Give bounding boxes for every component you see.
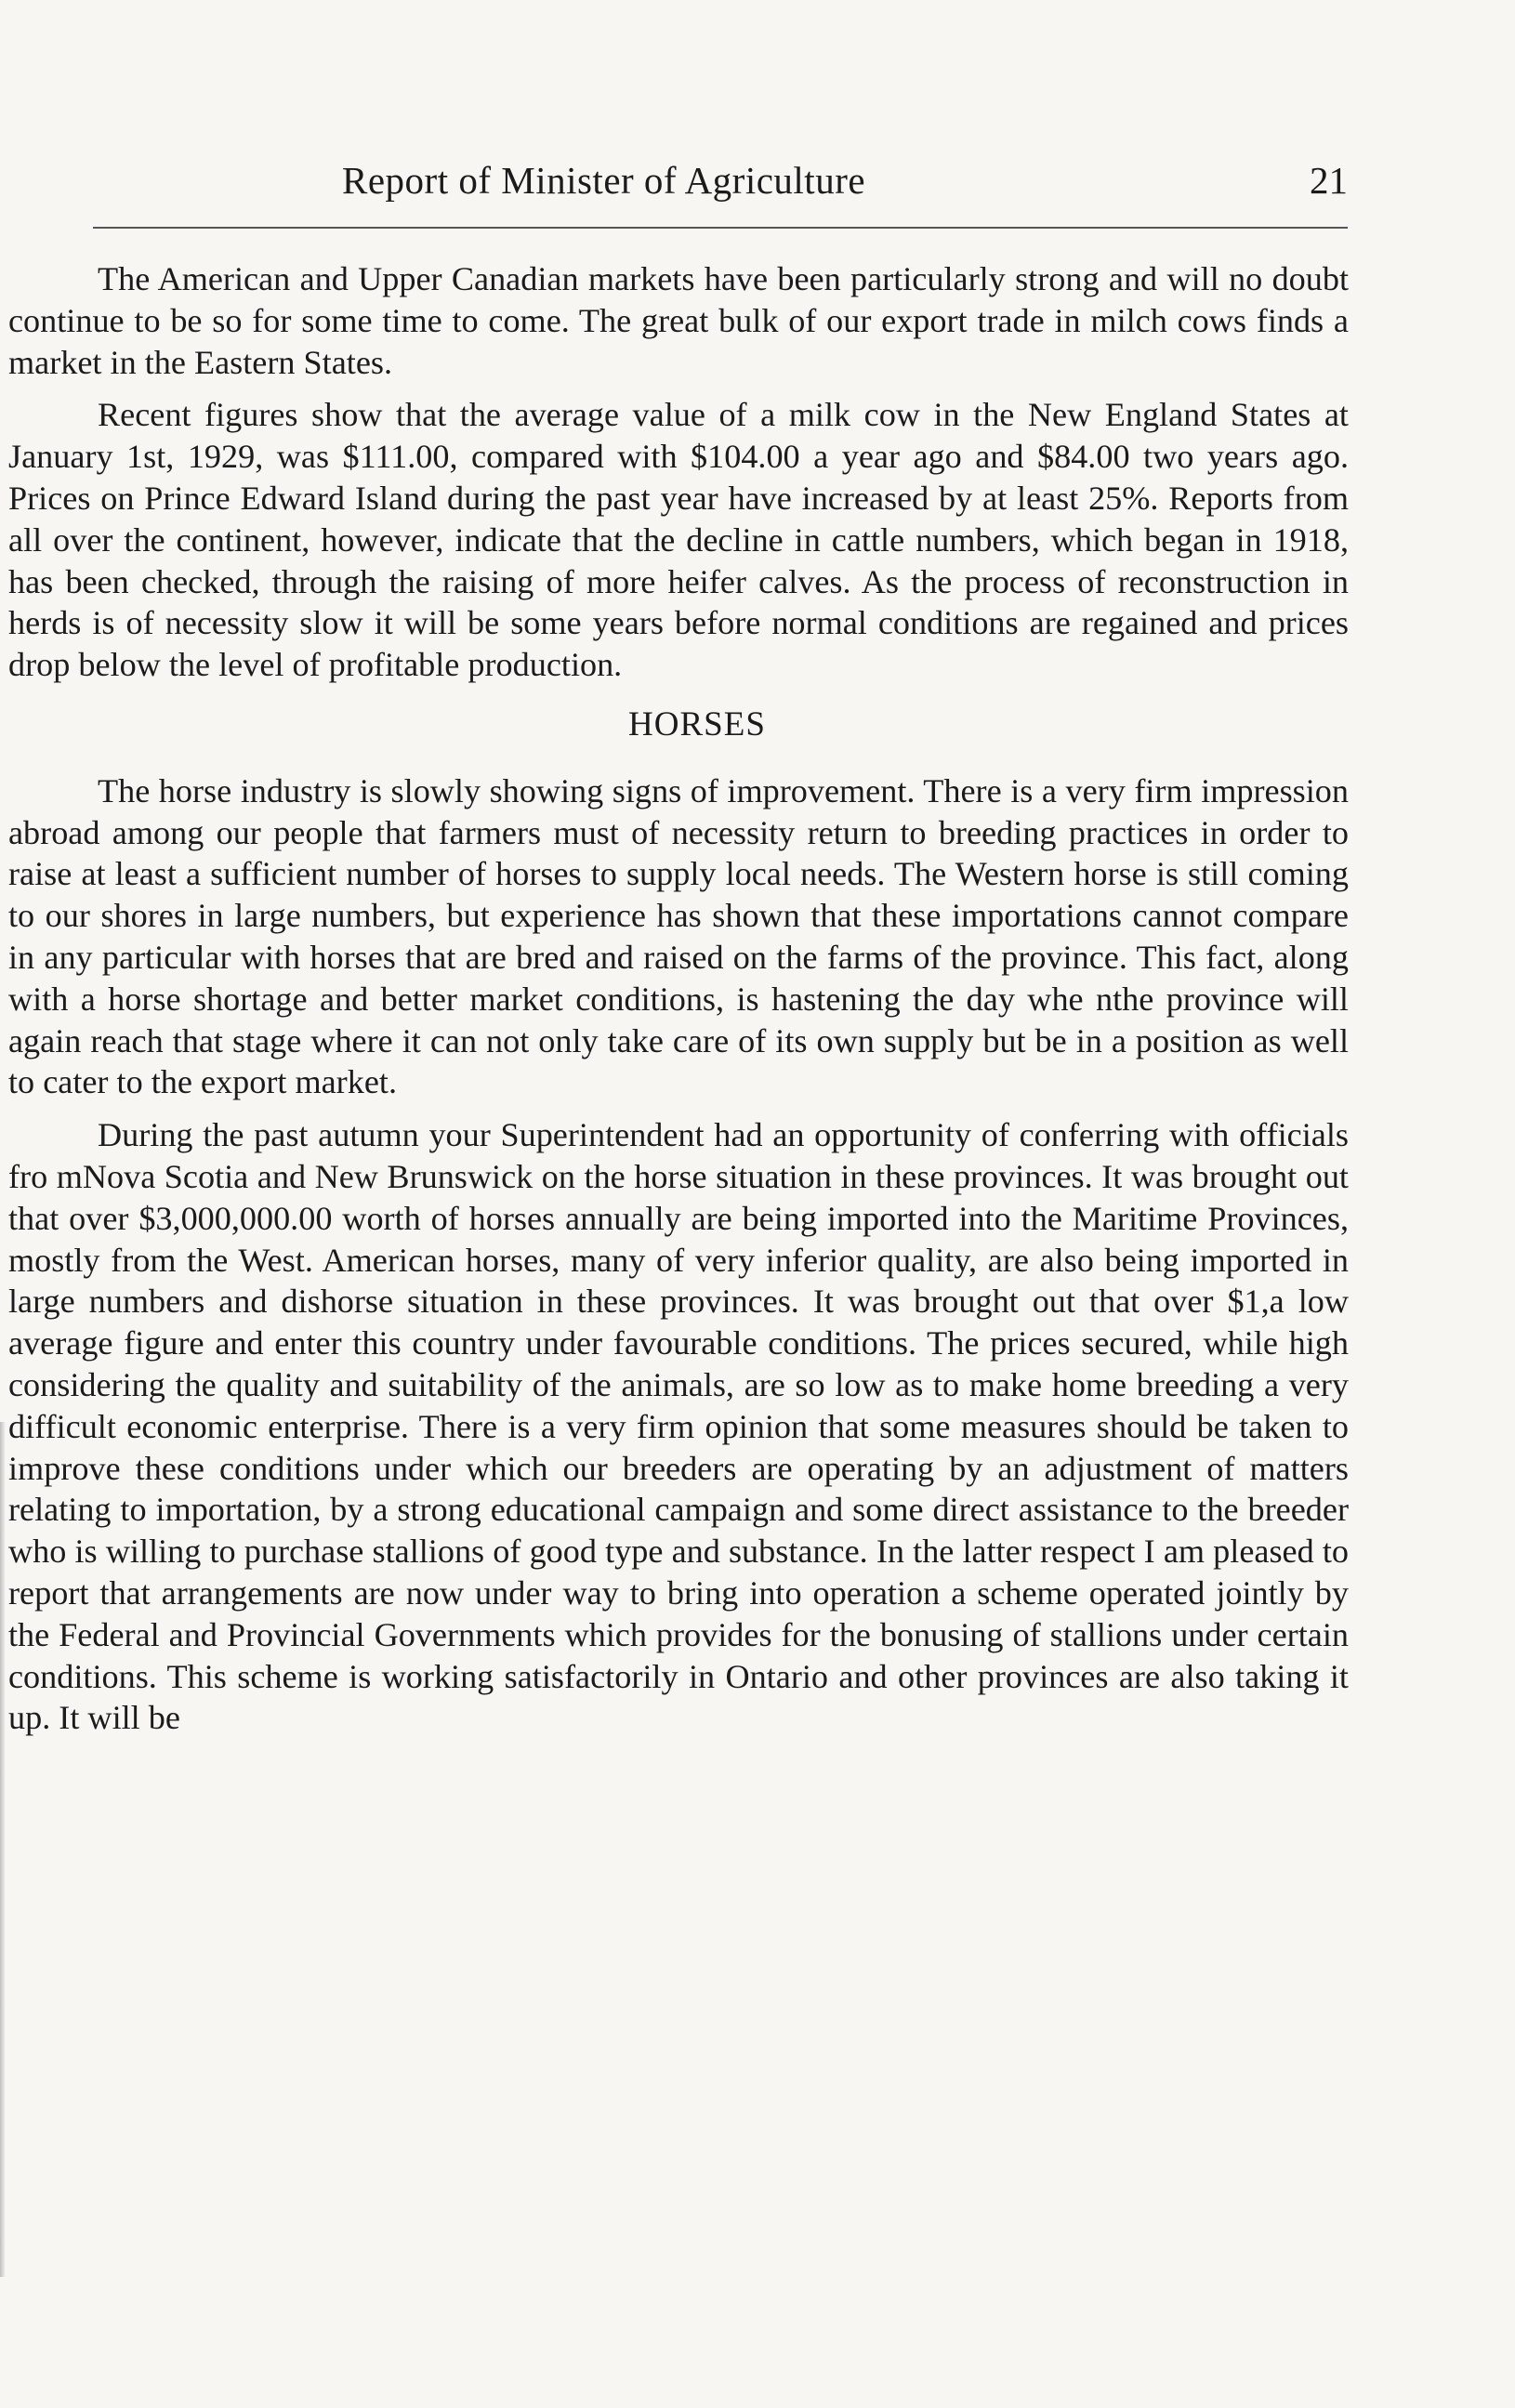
paragraph-horse-industry: The horse industry is slowly showing signs of improvement. There is a very firm impression abroad among our people that farmers must of necessity return to breeding practices in order to raise at least a sufficient number of horses to supply local needs. The Western horse is still coming to our shores in large numbers, but experience has shown that these importations cannot compare in any particular with horses that are bred and raised on the farms of the province. This fact, along with a horse shortage and better market conditions, is hastening the day whe nthe province will again reach that stage where it can not only take care of its own supply but be in a position as well to cater to the export market. <box>8 771 1349 1101</box>
paragraph-horse-imports: During the past autumn your Superintendent had an opportunity of conferring with officials fro mNova Scotia and New Brunswick on the horse situation in these provinces. It was brought out that over $3,000,000.00 worth of horses annually are being imported into the Maritime Provinces, mostly from the West. American horses, many of very inferior quality, are also being imported in large numbers and dishorse situation in these provinces. It was brought out that over $1,a low average figure and enter this country under favourable conditions. The prices secured, while high considering the quality and suitability of the animals, are so low as to make home breeding a very difficult economic enterprise. There is a very firm opinion that some measures should be taken to improve these conditions under which our breeders are operating by an adjustment of matters relating to importation, by a strong educational campaign and some direct assistance to the breeder who is willing to purchase stallions of good type and substance. In the latter respect I am pleased to report that arrangements are now under way to bring into operation a scheme operated jointly by the Federal and Provincial Governments which provides for the bonusing of stallions under certain conditions. This scheme is working satisfactorily in Ontario and other provinces are also taking it up. It will be <box>8 1116 1349 1737</box>
paragraph-markets: The American and Upper Canadian markets have been particularly strong and will no doubt continue to be so for some time to come. The great bulk of our export trade in milch cows finds a market in the Eastern States. <box>8 260 1349 381</box>
body-text <box>8 258 1349 1750</box>
header-rule <box>93 227 1348 229</box>
header-title: Report of Minister of Agriculture <box>342 159 866 202</box>
page-number: 21 <box>1310 159 1348 202</box>
paragraph-milk-cow-prices: Recent figures show that the average value of a milk cow in the New England States at January 1st, 1929, was $111.00, compared with $104.00 a year ago and $84.00 two years ago. Prices on Prince Edward Island during the past year have increased by at least 25%. Reports from all over the continent, however, indicate that the decline in cattle numbers, which began in 1918, has been checked, through the raising of more heifer calves. As the process of reconstruction in herds is of necessity slow it will be some years before normal conditions are regained and prices drop below the level of profitable production. <box>8 396 1349 684</box>
section-heading-horses: HORSES <box>628 704 766 743</box>
scan-edge-shadow <box>0 1422 6 2277</box>
running-header <box>93 158 1348 214</box>
